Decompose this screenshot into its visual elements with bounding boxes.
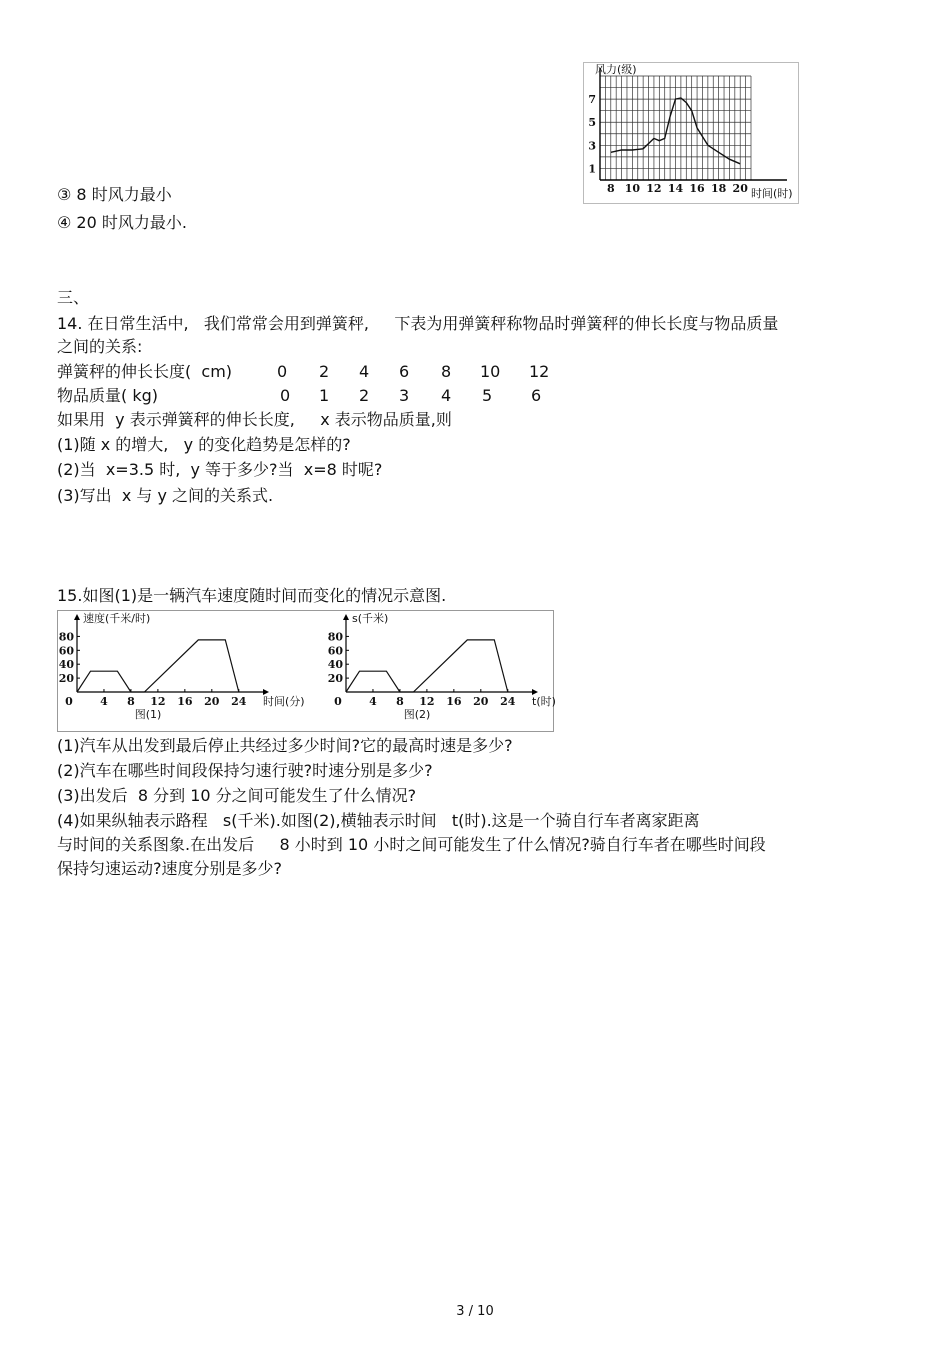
x-tick-label: 8 (606, 182, 615, 195)
row1-cell: 0 (277, 362, 288, 381)
origin-label: 0 (65, 695, 73, 708)
row1-cell: 6 (399, 362, 410, 381)
row2-cell: 3 (399, 386, 410, 405)
y-tick-label: 40 (327, 658, 343, 672)
x-tick-label: 14 (667, 182, 684, 195)
x-axis-label: 时间(分) (263, 695, 305, 708)
y-tick-label: 40 (58, 658, 74, 672)
q14-sub3: (3)写出 x 与 y 之间的关系式. (57, 486, 274, 505)
q14-intro-line2: 之间的关系: (57, 337, 143, 356)
row2-cell: 1 (319, 386, 330, 405)
x-tick-label: 16 (177, 695, 193, 708)
y-tick-label: 80 (327, 630, 343, 644)
option-3: ③ 8 时风力最小 (57, 185, 172, 204)
speed-time-figure-1 (57, 610, 554, 732)
row1-label: 弹簧秤的伸长长度( cm) (57, 362, 233, 381)
y-axis-label: s(千米) (352, 612, 389, 625)
q15-sub4-line3: 保持匀速运动?速度分别是多少? (57, 859, 282, 878)
page-number: 3 / 10 (456, 1304, 494, 1319)
q14-intro-line1: 14. 在日常生活中, 我们常常会用到弹簧秤, 下表为用弹簧秤称物品时弹簧秤的伸长长度与物品质量 (57, 314, 779, 333)
x-tick-label: 16 (446, 695, 462, 708)
x-tick-label: 20 (473, 695, 489, 708)
q15-sub4-line1: (4)如果纵轴表示路程 s(千米).如图(2),横轴表示时间 t(时).这是一个骑自行车者离家距离 (57, 811, 700, 830)
x-tick-label: 8 (396, 695, 404, 708)
y-tick-label: 1 (588, 162, 596, 176)
x-tick-label: 24 (231, 695, 247, 708)
x-axis-label: t(时) (532, 695, 556, 708)
q15-sub1: (1)汽车从出发到最后停止共经过多少时间?它的最高时速是多少? (57, 736, 513, 755)
y-axis-label: 风力(级) (595, 63, 637, 76)
figure-caption: 图(2) (403, 708, 431, 721)
x-tick-label: 12 (646, 182, 662, 195)
x-tick-label: 4 (369, 695, 377, 708)
row2-cell: 4 (441, 386, 452, 405)
x-axis-label: 时间(时) (751, 187, 793, 200)
q15-intro: 15.如图(1)是一辆汽车速度随时间而变化的情况示意图. (57, 586, 447, 605)
row2-label: 物品质量( kg) (57, 386, 158, 405)
row1-cell: 4 (359, 362, 370, 381)
y-tick-label: 20 (327, 672, 343, 686)
q14-condition: 如果用 y 表示弹簧秤的伸长长度, x 表示物品质量,则 (57, 410, 452, 429)
origin-label: 0 (334, 695, 342, 708)
row2-cell: 2 (359, 386, 370, 405)
y-axis-label: 速度(千米/时) (83, 612, 151, 625)
speed-chart-svg (57, 610, 554, 732)
q15-sub2: (2)汽车在哪些时间段保持匀速行驶?时速分别是多少? (57, 761, 433, 780)
y-tick-label: 5 (588, 116, 596, 130)
x-tick-label: 16 (689, 182, 705, 195)
row1-cell: 12 (529, 362, 550, 381)
section-heading: 三、 (57, 288, 90, 307)
row2-cell: 5 (482, 386, 493, 405)
x-tick-label: 12 (150, 695, 166, 708)
q14-sub2: (2)当 x=3.5 时, y 等于多少?当 x=8 时呢? (57, 460, 383, 479)
q14-sub1: (1)随 x 的增大, y 的变化趋势是怎样的? (57, 435, 351, 454)
y-tick-label: 80 (58, 630, 74, 644)
x-tick-label: 4 (100, 695, 108, 708)
row2-cell: 0 (280, 386, 291, 405)
q15-sub3: (3)出发后 8 分到 10 分之间可能发生了什么情况? (57, 786, 417, 805)
y-tick-label: 20 (58, 672, 74, 686)
y-tick-label: 60 (58, 644, 74, 658)
x-tick-label: 20 (732, 182, 748, 195)
wind-force-chart (583, 62, 799, 204)
x-tick-label: 10 (624, 182, 641, 195)
figure-frame (58, 611, 554, 732)
x-tick-label: 24 (500, 695, 516, 708)
x-tick-label: 20 (204, 695, 220, 708)
x-tick-label: 8 (127, 695, 135, 708)
x-tick-label: 18 (710, 182, 727, 195)
row2-cell: 6 (531, 386, 542, 405)
row1-cell: 10 (480, 362, 501, 381)
row1-cell: 8 (441, 362, 452, 381)
y-tick-label: 3 (588, 139, 596, 153)
x-tick-label: 12 (419, 695, 435, 708)
figure-caption: 图(1) (134, 708, 162, 721)
y-tick-label: 60 (327, 644, 343, 658)
wind-chart-svg (583, 62, 799, 204)
q15-sub4-line2: 与时间的关系图象.在出发后 8 小时到 10 小时之间可能发生了什么情况?骑自行车者在哪些时间段 (57, 835, 766, 854)
y-tick-label: 7 (588, 93, 596, 107)
row1-cell: 2 (319, 362, 330, 381)
option-4: ④ 20 时风力最小. (57, 213, 187, 232)
